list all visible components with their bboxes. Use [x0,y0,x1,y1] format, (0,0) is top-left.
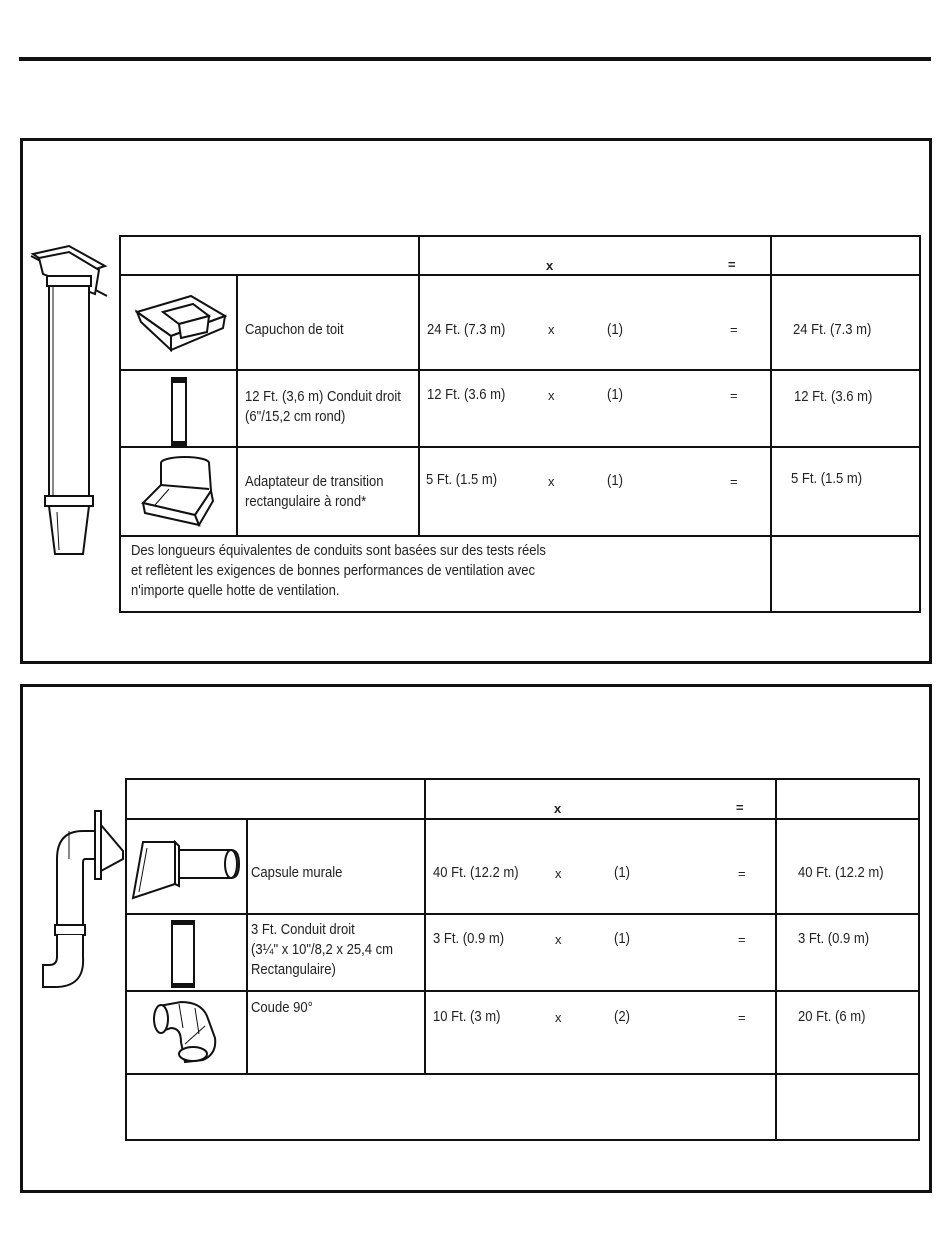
transition-adapter-icon [139,455,219,527]
note-line: n'importe quelle hotte de ventilation. [131,583,340,599]
rectangular-duct-icon [171,920,195,988]
row-total: 40 Ft. (12.2 m) [798,865,884,881]
row-total: 12 Ft. (3.6 m) [794,389,873,405]
row-equals: = [738,932,746,947]
roof-duct-table [119,235,921,613]
row-name: Capsule murale [251,865,343,881]
roof-vent-assembly-icon [29,244,109,564]
row-name: Coude 90° [251,1000,313,1016]
header-equals-symbol: = [728,257,736,272]
wall-cap-icon [129,840,241,902]
row-name-line: (6"/15,2 cm rond) [245,409,346,425]
row-length: 24 Ft. (7.3 m) [427,322,506,338]
row-qty: (1) [607,322,623,338]
row-length: 5 Ft. (1.5 m) [426,472,498,488]
elbow-90-icon [149,998,221,1064]
row-equals: = [738,866,746,881]
row-total: 24 Ft. (7.3 m) [793,322,872,338]
header-times-symbol: x [554,801,562,816]
row-name-line: 3 Ft. Conduit droit [251,922,355,938]
row-length: 3 Ft. (0.9 m) [433,931,505,947]
row-name-line: 12 Ft. (3,6 m) Conduit droit [245,389,401,405]
wall-vent-assembly-icon [39,807,129,993]
roof-venting-panel [20,138,932,664]
row-times: x [555,932,562,947]
row-name-line: Adaptateur de transition [245,474,384,490]
row-name-line: Rectangulaire) [251,962,336,978]
header-times-symbol: x [546,258,554,273]
row-total: 5 Ft. (1.5 m) [791,471,863,487]
row-times: x [555,1010,562,1025]
row-equals: = [730,474,738,489]
row-equals: = [730,388,738,403]
row-length: 40 Ft. (12.2 m) [433,865,519,881]
row-times: x [548,474,555,489]
row-total: 3 Ft. (0.9 m) [798,931,870,947]
note-line: Des longueurs équivalentes de conduits sont basées sur des tests réels [131,543,546,559]
wall-venting-panel [20,684,932,1193]
wall-duct-table [125,778,920,1141]
row-times: x [548,322,555,337]
note-line: et reflètent les exigences de bonnes performances de ventilation avec [131,563,536,579]
top-rule [19,57,931,61]
row-times: x [548,388,555,403]
row-total: 20 Ft. (6 m) [798,1009,866,1025]
straight-duct-icon [171,377,187,447]
roof-cap-icon [133,292,227,354]
row-qty: (2) [614,1009,630,1025]
row-times: x [555,866,562,881]
row-name: Capuchon de toit [245,322,344,338]
row-length: 10 Ft. (3 m) [433,1009,501,1025]
row-qty: (1) [614,865,630,881]
row-qty: (1) [607,387,623,403]
row-qty: (1) [607,473,623,489]
row-name-line: (3¼" x 10"/8,2 x 25,4 cm [251,942,394,958]
row-equals: = [730,322,738,337]
row-name-line: rectangulaire à rond* [245,494,367,510]
row-length: 12 Ft. (3.6 m) [427,387,506,403]
header-equals-symbol: = [736,800,744,815]
row-qty: (1) [614,931,630,947]
row-equals: = [738,1010,746,1025]
